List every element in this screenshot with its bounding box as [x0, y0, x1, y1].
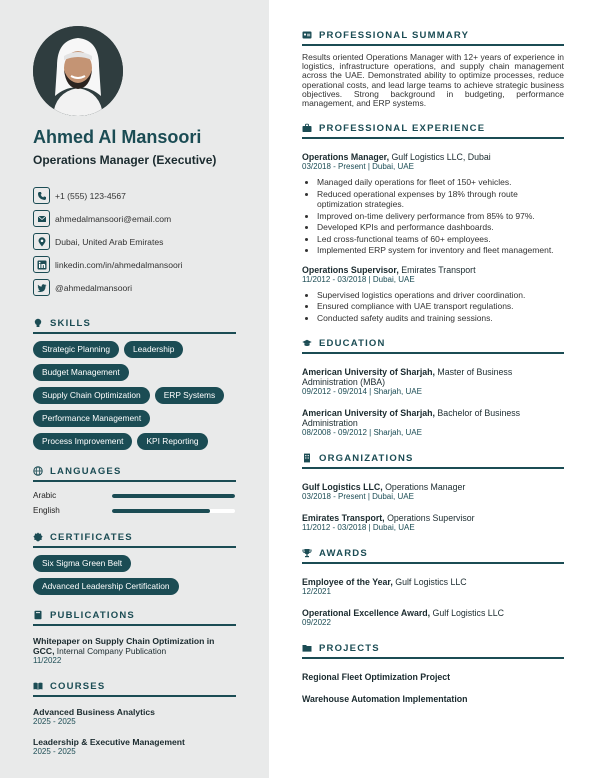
lightbulb-icon: [33, 318, 44, 329]
skill-pill: Leadership: [124, 341, 183, 358]
skill-pill: Performance Management: [33, 410, 150, 427]
award-date: 09/2022: [302, 618, 331, 628]
languages-heading: LANGUAGES: [33, 466, 236, 482]
course-title: Advanced Business Analytics: [33, 707, 155, 718]
experience-section: [302, 123, 564, 323]
projects-section: [302, 643, 564, 704]
language-level-bar: [112, 494, 235, 498]
course-date: 2025 - 2025: [33, 717, 76, 727]
skill-pill: KPI Reporting: [137, 433, 207, 450]
certificates-heading: CERTIFICATES: [33, 532, 236, 548]
education-item: [302, 367, 564, 397]
contact-list: [33, 187, 236, 296]
certificates-list: [33, 555, 236, 601]
globe-icon: [33, 466, 44, 477]
badge-icon: [33, 532, 44, 543]
book-icon: [33, 610, 44, 621]
publication-item: [33, 636, 236, 666]
education-date: 08/2008 - 09/2012 | Sharjah, UAE: [302, 428, 422, 438]
education-title: American University of Sharjah, Master of Business Administration (MBA): [302, 367, 513, 388]
main-content: [269, 0, 598, 778]
contact-location: [33, 233, 236, 250]
project-item: Warehouse Automation Implementation: [302, 694, 468, 705]
award-title: Employee of the Year, Gulf Logistics LLC: [302, 577, 467, 588]
skill-pill: Budget Management: [33, 364, 129, 381]
publications-section: [33, 610, 236, 666]
publications-heading: PUBLICATIONS: [33, 610, 236, 626]
skills-section: [33, 318, 236, 456]
sidebar: [0, 0, 269, 778]
briefcase-icon: [302, 123, 313, 134]
open-book-icon: [33, 681, 44, 692]
skills-list: [33, 341, 236, 456]
course-item: [33, 737, 236, 757]
summary-heading: PROFESSIONAL SUMMARY: [302, 30, 564, 46]
skill-pill: Strategic Planning: [33, 341, 119, 358]
folder-icon: [302, 643, 313, 654]
projects-heading: PROJECTS: [302, 643, 564, 659]
course-item: [33, 707, 236, 727]
contact-phone[interactable]: [33, 187, 236, 204]
organizations-heading: ORGANIZATIONS: [302, 453, 564, 469]
id-card-icon: [302, 30, 313, 41]
experience-date: 11/2012 - 03/2018 | Dubai, UAE: [302, 274, 415, 284]
contact-email[interactable]: [33, 210, 236, 227]
language-name: Arabic: [33, 491, 57, 501]
contact-twitter-text: @ahmedalmansoori: [55, 282, 133, 293]
certificates-section: [33, 532, 236, 601]
organization-item: [302, 482, 564, 502]
award-date: 12/2021: [302, 587, 331, 597]
building-icon: [302, 453, 313, 464]
experience-title: Operations Supervisor, Emirates Transport: [302, 264, 476, 275]
trophy-icon: [302, 548, 313, 559]
organization-date: 03/2018 - Present | Dubai, UAE: [302, 492, 414, 502]
bullet-item: • Developed KPIs and performance dashboards.: [317, 222, 564, 233]
language-row: [33, 488, 236, 503]
twitter-icon: [33, 279, 50, 296]
awards-heading: AWARDS: [302, 548, 564, 564]
phone-icon: [33, 187, 50, 204]
education-section: [302, 338, 564, 438]
award-item: [302, 608, 564, 628]
project-item: Regional Fleet Optimization Project: [302, 672, 451, 683]
skill-pill: Process Improvement: [33, 433, 132, 450]
bullet-item: • Supervised logistics operations and driver coordination.: [317, 290, 564, 301]
email-icon: [33, 210, 50, 227]
location-icon: [33, 233, 50, 250]
experience-item: [302, 265, 564, 324]
experience-item: [302, 152, 564, 256]
language-name: English: [33, 506, 60, 516]
person-title: Operations Manager (Executive): [33, 153, 217, 167]
education-date: 09/2012 - 09/2014 | Sharjah, UAE: [302, 387, 422, 397]
organization-title: Gulf Logistics LLC, Operations Manager: [302, 482, 466, 493]
contact-email-text: ahmedalmansoori@email.com: [55, 213, 172, 224]
course-title: Leadership & Executive Management: [33, 737, 185, 748]
courses-section: [33, 681, 236, 757]
languages-section: [33, 466, 236, 518]
bullet-item: • Improved on-time delivery performance from 85% to 97%.: [317, 211, 564, 222]
experience-date: 03/2018 - Present | Dubai, UAE: [302, 162, 414, 172]
experience-title: Operations Manager, Gulf Logistics LLC, Dubai: [302, 152, 491, 163]
summary-text: Results oriented Operations Manager with 12+ years of experience in logistics, infrastructure operations, and supply chain management across the UAE. Demonstrated ability to optimize processes, reduce operational costs, and lead large teams to achieve strategic business objectives. Strong background in budgeting, performance management, and ERP systems.: [302, 52, 564, 109]
language-level-bar: [112, 509, 235, 513]
publication-title: Whitepaper on Supply Chain Optimization in GCC, Internal Company Publication: [33, 636, 215, 657]
bullet-item: • Led cross-functional teams of 60+ employees.: [317, 234, 564, 245]
bullet-item: • Reduced operational expenses by 18% through route optimization strategies.: [317, 189, 564, 211]
certificate-pill: Advanced Leadership Certification: [33, 578, 179, 595]
experience-bullets: [302, 177, 564, 256]
education-item: [302, 408, 564, 438]
bullet-item: • Managed daily operations for fleet of 150+ vehicles.: [317, 177, 564, 188]
skill-pill: Supply Chain Optimization: [33, 387, 150, 404]
education-title: American University of Sharjah, Bachelor of Business Administration: [302, 408, 521, 429]
summary-section: [302, 30, 564, 108]
skill-pill: ERP Systems: [155, 387, 225, 404]
courses-heading: COURSES: [33, 681, 236, 697]
education-heading: EDUCATION: [302, 338, 564, 354]
organization-item: [302, 513, 564, 533]
contact-linkedin[interactable]: [33, 256, 236, 273]
graduation-cap-icon: [302, 338, 313, 349]
linkedin-icon: [33, 256, 50, 273]
contact-linkedin-text: linkedin.com/in/ahmedalmansoori: [55, 259, 183, 270]
award-title: Operational Excellence Award, Gulf Logistics LLC: [302, 608, 504, 619]
contact-location-text: Dubai, United Arab Emirates: [55, 236, 164, 247]
certificate-pill: Six Sigma Green Belt: [33, 555, 131, 572]
language-row: [33, 503, 236, 518]
organization-date: 11/2012 - 03/2018 | Dubai, UAE: [302, 523, 415, 533]
experience-bullets: [302, 290, 564, 324]
publication-date: 11/2022: [33, 656, 62, 666]
organization-title: Emirates Transport, Operations Supervisor: [302, 513, 475, 524]
bullet-item: • Conducted safety audits and training sessions.: [317, 313, 564, 324]
organizations-section: [302, 453, 564, 533]
person-name: Ahmed Al Mansoori: [33, 127, 202, 147]
contact-phone-text: +1 (555) 123-4567: [55, 190, 126, 201]
award-item: [302, 577, 564, 597]
bullet-item: • Implemented ERP system for inventory and fleet management.: [317, 245, 564, 256]
course-date: 2025 - 2025: [33, 747, 76, 757]
experience-heading: PROFESSIONAL EXPERIENCE: [302, 123, 564, 139]
profile-photo: [33, 26, 123, 116]
awards-section: [302, 548, 564, 628]
contact-twitter[interactable]: [33, 279, 236, 296]
skills-heading: SKILLS: [33, 318, 236, 334]
bullet-item: • Ensured compliance with UAE transport regulations.: [317, 301, 564, 312]
